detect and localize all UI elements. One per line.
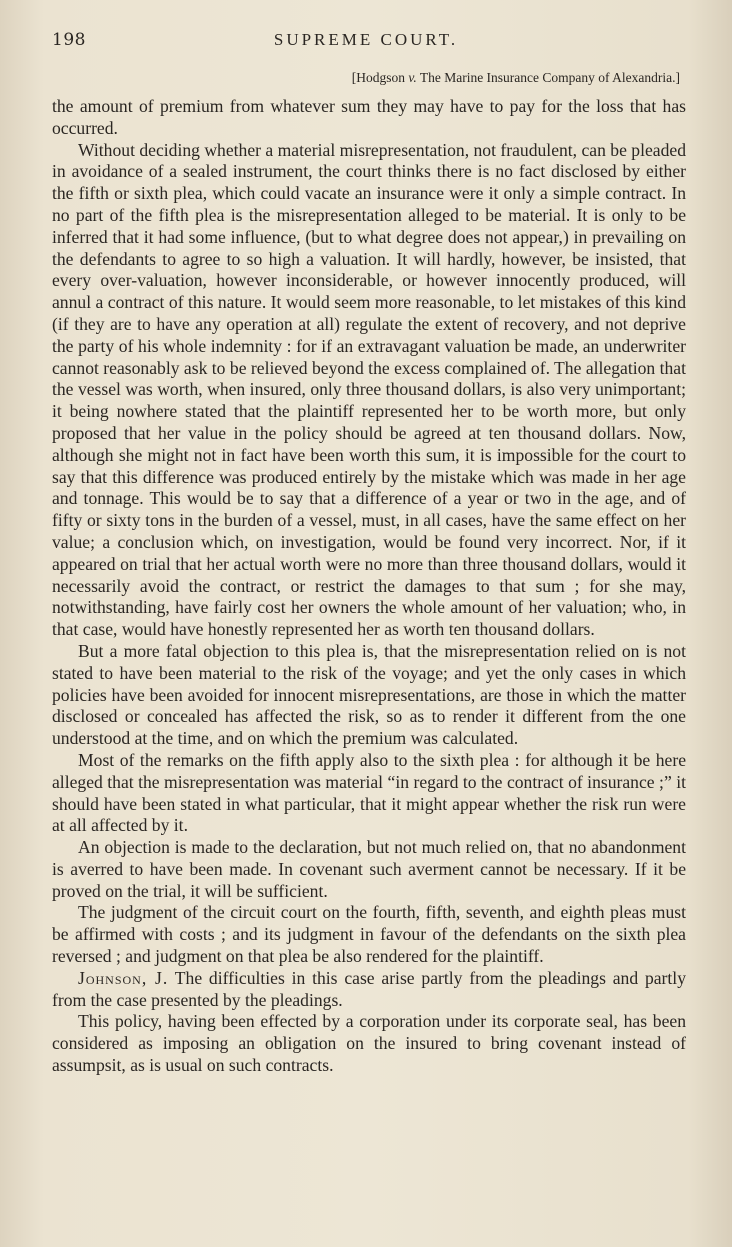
case-caption-versus: v. bbox=[408, 70, 417, 85]
paragraph-corporate-seal: This policy, having been effected by a corporation under its corporate seal, has been considered as imposing an obligation on the insured to bring covenant instead of assumpsit, as is usual on such contracts. bbox=[52, 1011, 686, 1076]
case-caption-open: [Hodgson bbox=[351, 70, 409, 85]
case-caption bbox=[52, 70, 680, 86]
paragraph-fifth-plea: Without deciding whether a material misrepresentation, not fraudulent, can be pleaded in avoidance of a sealed instrument, the court thinks there is no fact disclosed by either the fifth or sixth plea, which could vacate an insurance were it only a simple contract. In no part of the fifth plea is the misrepresentation alleged to be material. It is only to be inferred that it had some influence, (but to what degree does not appear,) in prevailing on the defendants to agree to so high a valuation. It will hardly, however, be insisted, that every over-valuation, however inconsiderable, or however innocently produced, will annul a contract of this nature. It would seem more reasonable, to let mistakes of this kind (if they are to have any operation at all) regulate the extent of recovery, and not deprive the party of his whole indemnity : for if an extravagant valuation be made, an underwriter cannot reasonably ask to be relieved beyond the excess complained of. The allegation that the vessel was worth, when insured, only three thousand dollars, is also very unimportant; it being nowhere stated that the plaintiff represented her to be worth more, but only proposed that her value in the policy should be agreed at ten thousand dollars. Now, although she might not in fact have been worth this sum, it is impossible for the court to say that this difference was produced entirely by the mistake which was made in her age and tonnage. This would be to say that a difference of a year or two in the age, and of fifty or sixty tons in the burden of a vessel, must, in all cases, have the same effect on her value; a conclusion which, on investigation, would be found very incorrect. Nor, if it appeared on trial that her actual worth were no more than three thousand dollars, would it necessarily avoid the contract, or restrict the damages to that sum ; for she may, notwithstanding, have fairly cost her owners the whole amount of her valuation; who, in that case, would have honestly represented her as worth ten thousand dollars. bbox=[52, 139, 687, 640]
page-number: 198 bbox=[52, 30, 86, 50]
running-head bbox=[52, 30, 680, 58]
paragraph-abandonment: An objection is made to the declaration, but not much relied on, that no abandonment is averred to have been made. In covenant such averment cannot be necessary. If it be proved on the trial, it will be sufficient. bbox=[52, 837, 686, 901]
case-caption-rest: The Marine Insurance Company of Alexandria.] bbox=[416, 70, 680, 85]
speaker-name: Johnson, J. bbox=[78, 967, 169, 988]
running-title: SUPREME COURT. bbox=[273, 30, 459, 49]
paragraph-judgment: The judgment of the circuit court on the fourth, fifth, seventh, and eighth pleas must be affirmed with costs ; and its judgment in favour of the defendants on the sixth plea reversed ; and judgment on that plea be also rendered for the plaintiff. bbox=[52, 902, 686, 967]
paragraph-sixth-plea: Most of the remarks on the fifth apply also to the sixth plea : for although it be here alleged that the misrepresentation was material “in regard to the contract of insurance ;” it should have been stated in what particular, that it might appear whether the risk run were at all affected by it. bbox=[52, 749, 686, 836]
opinion-text bbox=[52, 96, 686, 1077]
paragraph-continued: the amount of premium from whatever sum they may have to pay for the loss that has occurred. bbox=[52, 96, 686, 138]
johnson-opening: The difficulties in this case arise partly from the pleadings and partly from the case presented by the pleadings. bbox=[52, 967, 686, 1010]
paragraph-johnson-opinion bbox=[52, 968, 686, 1012]
paragraph-fatal-objection: But a more fatal objection to this plea is, that the misrepresentation relied on is not stated to have been material to the risk of the voyage; and yet the only cases in which policies have been avoided for innocent misrepresentations, are those in which the matter disclosed or concealed has affected the risk, so as to render it different from the one understood at the time, and on which the premium was calculated. bbox=[52, 640, 686, 749]
